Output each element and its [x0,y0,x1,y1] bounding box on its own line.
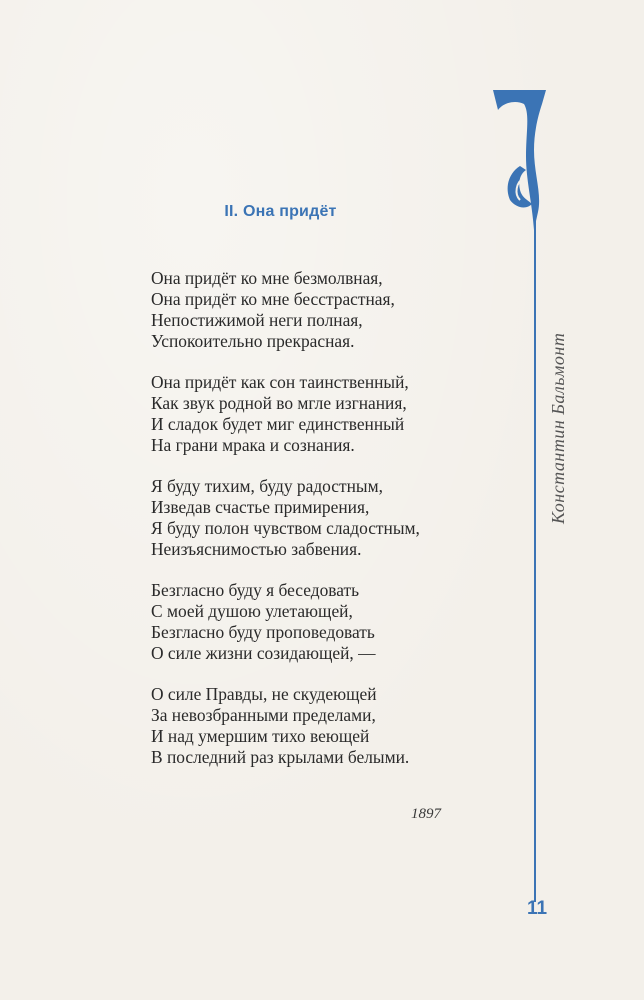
poem-line: На грани мрака и сознания. [151,435,355,455]
poem-line: О силе жизни созидающей, — [151,643,376,663]
poem-line: Она придёт ко мне бесстрастная, [151,289,395,309]
poem-line: О силе Правды, не скудеющей [151,684,377,704]
poem-body [151,268,491,788]
poem-line: Я буду полон чувством сладостным, [151,518,420,538]
poem-line: Как звук родной во мгле изгнания, [151,393,407,413]
poem-line: Безгласно буду проповедовать [151,622,375,642]
stanza [151,476,491,560]
poem-year: 1897 [411,806,441,822]
poem-line: Изведав счастье примирения, [151,497,370,517]
author-name: Константин Бальмонт [548,332,568,524]
poem-line: Она придёт ко мне безмолвная, [151,268,383,288]
poem-line: За невозбранными пределами, [151,705,376,725]
poem-line: С моей душою улетающей, [151,601,353,621]
poem-line: И сладок будет миг единственный [151,414,405,434]
poem-line: В последний раз крылами белыми. [151,747,410,767]
stanza [151,580,491,664]
page-number: 11 [526,898,548,919]
stanza [151,372,491,456]
poem-line: И над умершим тихо веющей [151,726,370,746]
poem-line: Успокоительно прекрасная. [151,331,355,351]
poem-line: Непостижимой неги полная, [151,310,363,330]
poem-line: Она придёт как сон таинственный, [151,372,409,392]
poem-line: Неизъяснимостью забвения. [151,539,362,559]
poem-title: II. Она придёт [224,203,337,220]
stanza [151,268,491,352]
poem-line: Безгласно буду я беседовать [151,580,360,600]
poem-line: Я буду тихим, буду радостным, [151,476,383,496]
stanza [151,684,491,768]
